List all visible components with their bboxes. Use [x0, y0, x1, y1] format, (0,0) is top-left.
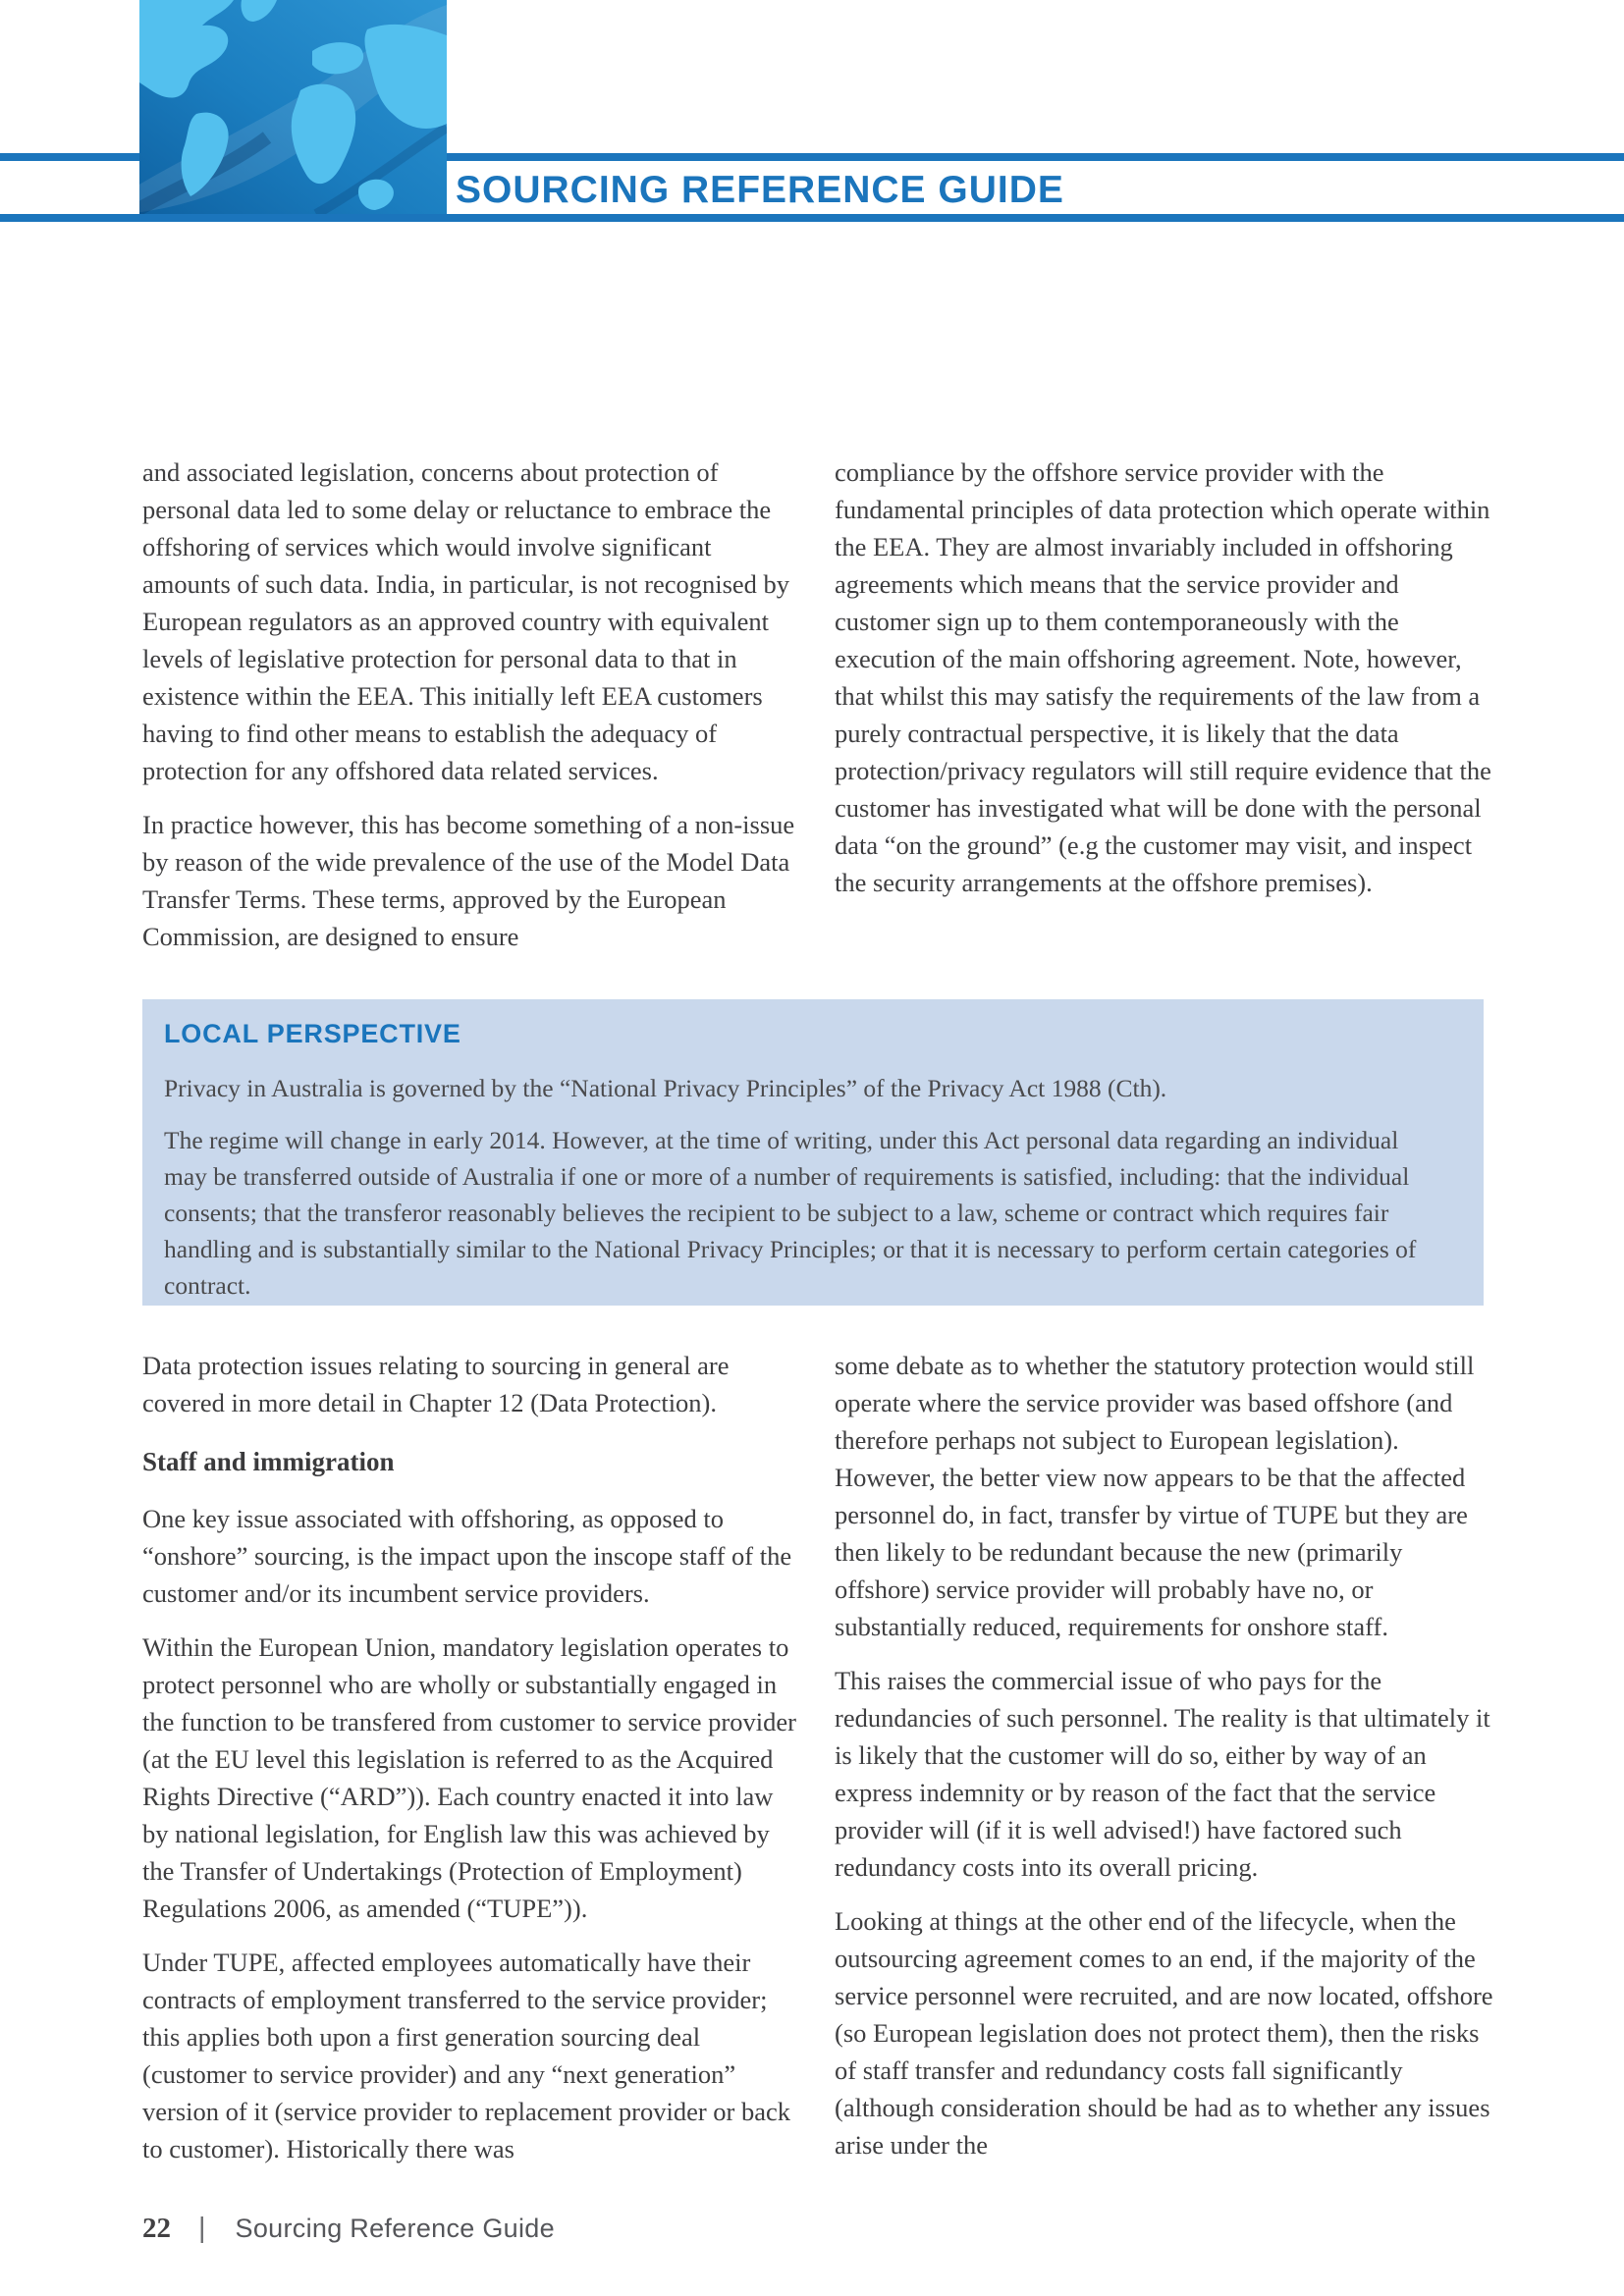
- footer-book-title: Sourcing Reference Guide: [235, 2214, 555, 2243]
- body-paragraph: Looking at things at the other end of the lifecycle, when the outsourcing agreement comes to an end, if the majority of the service personnel were recruited, and are now located, offshore (so European legislation does not protect them), then the risks of staff transfer and redundancy costs fall significantly (although consideration should be had as to whether any issues arise under the: [835, 1906, 1493, 2160]
- box-paragraph: Privacy in Australia is governed by the “National Privacy Principles” of the Privacy Act 1988 (Cth).: [164, 1074, 1167, 1102]
- footer-separator: |: [198, 2213, 206, 2244]
- page-footer: [142, 2213, 555, 2245]
- body-paragraph: In practice however, this has become something of a non-issue by reason of the wide prevalence of the use of the Model Data Transfer Terms. These terms, approved by the European Commission, are designed to ensure: [142, 810, 795, 951]
- left-column-top: [142, 454, 802, 972]
- body-paragraph: compliance by the offshore service provider with the fundamental principles of data protection which operate within the EEA. They are almost invariably included in offshoring agreements which means that the service provider and customer sign up to them contemporaneously with the execution of the main offshoring agreement. Note, however, that whilst this may satisfy the requirements of the law from a purely contractual perspective, it is likely that the data protection/privacy regulators will still require evidence that the customer has investigated what will be done with the personal data “on the ground” (e.g the customer may visit, and inspect the security arrangements at the offshore premises).: [835, 457, 1491, 897]
- world-map-icon: [139, 0, 447, 214]
- local-perspective-heading: LOCAL PERSPECTIVE: [164, 1019, 461, 1048]
- left-column-bottom: [142, 1347, 802, 2184]
- right-column-top: [835, 454, 1494, 918]
- page-title: SOURCING REFERENCE GUIDE: [456, 169, 1064, 211]
- page-number: 22: [142, 2213, 171, 2244]
- body-paragraph: and associated legislation, concerns about protection of personal data led to some delay or reluctance to embrace the offshoring of services which would involve significant amounts of such data. India, in particular, is not recognised by European regulators as an approved country with equivalent levels of legislative protection for personal data to that in existence within the EEA. This initially left EEA customers having to find other means to establish the adequacy of protection for any offshored data related services.: [142, 457, 790, 785]
- right-column-bottom: [835, 1347, 1494, 2180]
- body-paragraph: some debate as to whether the statutory protection would still operate where the service provider was based offshore (and therefore perhaps not subject to European legislation). However, the better view now appears to be that the affected personnel do, in fact, transfer by virtue of TUPE but they are then likely to be redundant because the new (primarily offshore) service provider will probably have no, or substantially reduced, requirements for onshore staff.: [835, 1351, 1475, 1641]
- body-paragraph: Within the European Union, mandatory legislation operates to protect personnel who are wholly or substantially engaged in the function to be transfered from customer to service provider (at the EU level this legislation is referred to as the Acquired Rights Directive (“ARD”)). Each country enacted it into law by national legislation, for English law this was achieved by the Transfer of Undertakings (Protection of Employment) Regulations 2006, as amended (“TUPE”)).: [142, 1632, 796, 1923]
- box-paragraph: The regime will change in early 2014. However, at the time of writing, under this Act personal data regarding an individual may be transferred outside of Australia if one or more of a number of requirements is satisfied, including: that the individual consents; that the transferor reasonably believes the recipient to be subject to a law, scheme or contract which requires fair handling and is substantially similar to the National Privacy Principles; or that it is necessary to perform certain categories of contract.: [164, 1126, 1417, 1300]
- staff-and-immigration-heading: Staff and immigration: [142, 1447, 395, 1476]
- local-perspective-box: [142, 999, 1484, 1306]
- header-rule-bottom: [0, 214, 1624, 222]
- body-paragraph: Under TUPE, affected employees automatically have their contracts of employment transferred to the service provider; this applies both upon a first generation sourcing deal (customer to service provider) and any “next generation” version of it (service provider to replacement provider or back to customer). Historically there was: [142, 1948, 791, 2163]
- body-paragraph: One key issue associated with offshoring, as opposed to “onshore” sourcing, is the impact upon the inscope staff of the customer and/or its incumbent service providers.: [142, 1504, 792, 1608]
- body-paragraph: Data protection issues relating to sourcing in general are covered in more detail in Chapter 12 (Data Protection).: [142, 1351, 730, 1417]
- body-paragraph: This raises the commercial issue of who pays for the redundancies of such personnel. The reality is that ultimately it is likely that the customer will do so, either by way of an express indemnity or by reason of the fact that the service provider will (if it is well advised!) have factored such redundancy costs into its overall pricing.: [835, 1666, 1490, 1882]
